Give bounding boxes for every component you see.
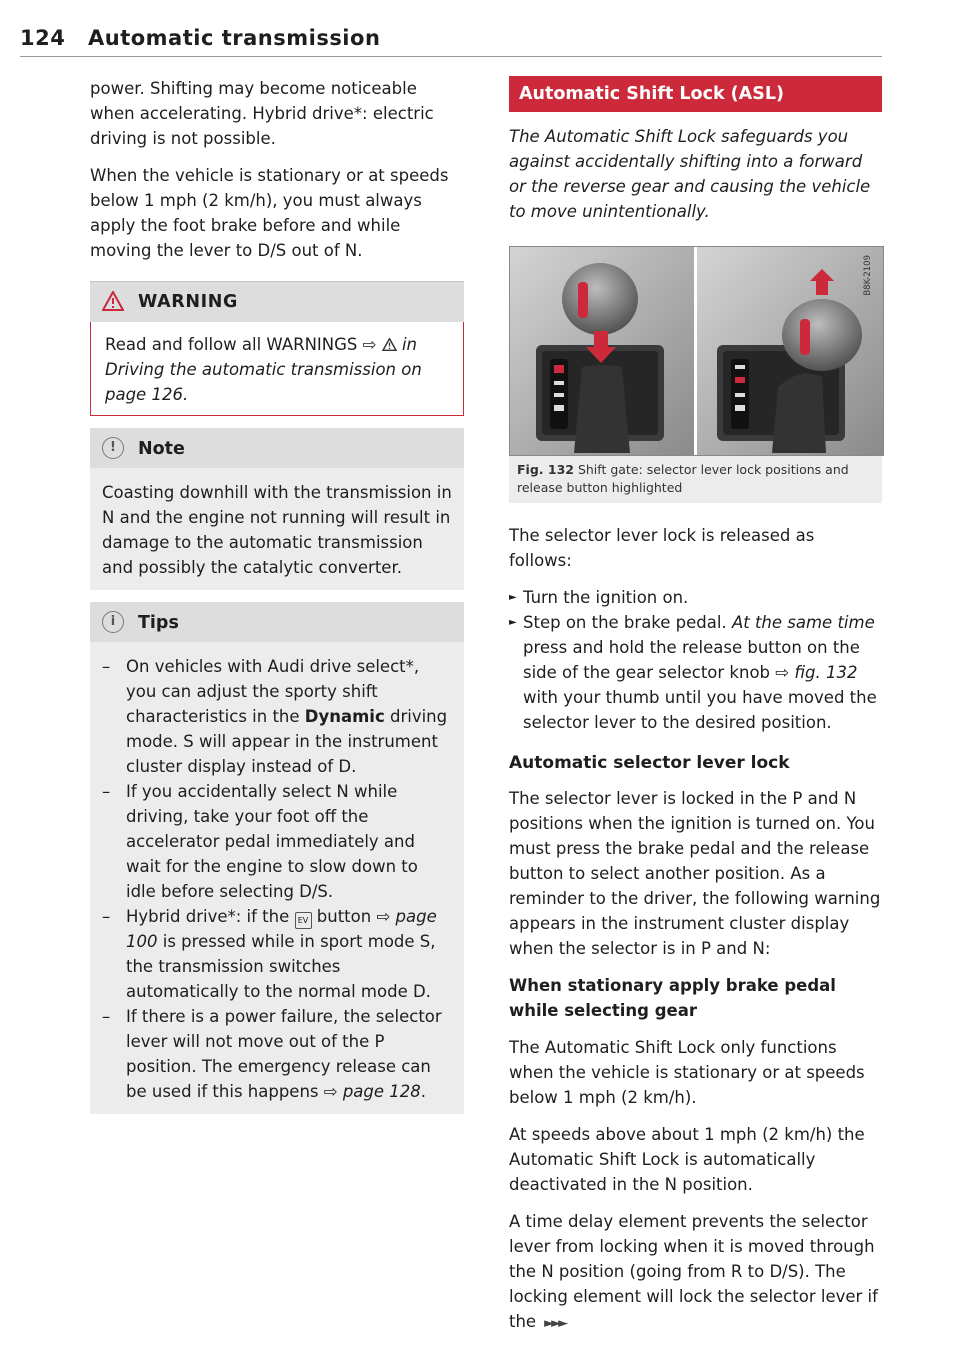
note-body (90, 468, 464, 590)
warning-body (90, 322, 464, 416)
chapter-title: Automatic transmission (88, 26, 381, 50)
note-text: Coasting downhill with the transmission in N and the engine not running will result in damage to the automatic transmission and possibly the catalytic converter. (102, 483, 452, 577)
ev-button-icon: EV (295, 912, 312, 929)
warning-label: WARNING (138, 292, 238, 312)
page-header (20, 22, 882, 57)
list-item: – Hybrid drive*: if the EV button ⇨ page 100 is pressed while in sport mode S, the transmission switches automatically to the normal mode D. (102, 904, 452, 1004)
page-reference[interactable]: ⇨ page 128 (323, 1082, 421, 1101)
figure-shift-gate (509, 246, 884, 456)
tips-label: Tips (138, 613, 179, 633)
right-column (509, 76, 882, 1348)
display-message: When stationary apply brake pedal while selecting gear (509, 976, 836, 1020)
note-header (90, 428, 464, 468)
list-item: ► Step on the brake pedal. At the same time press and hold the release button on the side of the gear selector knob ⇨ fig. 132 with your thumb until you have moved the selector lever to the desired position. (509, 610, 882, 735)
tips-body (90, 642, 464, 1114)
list-item: – If there is a power failure, the selector lever will not move out of the P position. The emergency release can be used if this happens ⇨ page 128. (102, 1004, 452, 1104)
shift-gate-illustration (510, 247, 883, 455)
figure-label: Fig. 132 (517, 462, 574, 477)
figure-caption (509, 456, 882, 503)
paragraph: A time delay element prevents the selector lever from locking when it is moved through the N position (going from R to D/S). The locking element will lock the selector lever if the ►►► (509, 1212, 878, 1331)
list-item: ► Turn the ignition on. (509, 585, 882, 610)
steps-list (509, 585, 882, 735)
tips-list (102, 654, 452, 1104)
paragraph: The selector lever is locked in the P and N positions when the ignition is turned on. You must press the brake pedal and the release button to select another position. As a reminder to the driver, the following warning appears in the instrument cluster display when the selector is in P and N: (509, 789, 881, 958)
page-reference[interactable]: ⇨ page 100 (126, 907, 437, 951)
paragraph: The selector lever lock is released as follows: (509, 526, 815, 570)
figure-caption-text: Shift gate: selector lever lock positions and release button highlighted (517, 462, 849, 495)
tips-info-icon: i (102, 611, 124, 633)
paragraph: power. Shifting may become noticeable when accelerating. Hybrid drive*: electric driving is not possible. (90, 79, 434, 148)
note-label: Note (138, 439, 185, 459)
section-intro: The Automatic Shift Lock safeguards you against accidentally shifting into a forward or the reverse gear and causing the vehicle to move unintentionally. (509, 127, 871, 221)
left-column (90, 76, 464, 1114)
paragraph: At speeds above about 1 mph (2 km/h) the Automatic Shift Lock is automatically deactivated in the N position. (509, 1125, 865, 1194)
figure-code: B8K-2109 (863, 255, 873, 296)
list-item: – On vehicles with Audi drive select*, you can adjust the sporty shift characteristics in the Dynamic driving mode. S will appear in the instrument cluster display instead of D. (102, 654, 452, 779)
warning-header (90, 281, 464, 322)
continue-arrow-icon: ►►► (544, 1316, 566, 1331)
paragraph: The Automatic Shift Lock only functions when the vehicle is stationary or at speeds below 1 mph (2 km/h). (509, 1038, 865, 1107)
warning-reference[interactable]: in Driving the automatic transmission on page 126. (105, 335, 422, 404)
figure-reference[interactable]: ⇨ fig. 132 (775, 663, 858, 682)
list-item: – If you accidentally select N while driving, take your foot off the accelerator pedal immediately and wait for the engine to slow down to idle before selecting D/S. (102, 779, 452, 904)
warning-triangle-icon (102, 291, 124, 311)
page-number: 124 (20, 26, 66, 50)
paragraph: When the vehicle is stationary or at speeds below 1 mph (2 km/h), you must always apply the foot brake before and while moving the lever to D/S out of N. (90, 166, 449, 260)
note-exclamation-icon: ! (102, 437, 124, 459)
warning-text: Read and follow all WARNINGS ⇨ (105, 335, 382, 354)
section-title: Automatic Shift Lock (ASL) (509, 76, 882, 112)
subheading: Automatic selector lever lock (509, 753, 790, 773)
tips-header (90, 602, 464, 642)
warning-triangle-icon (382, 338, 397, 351)
